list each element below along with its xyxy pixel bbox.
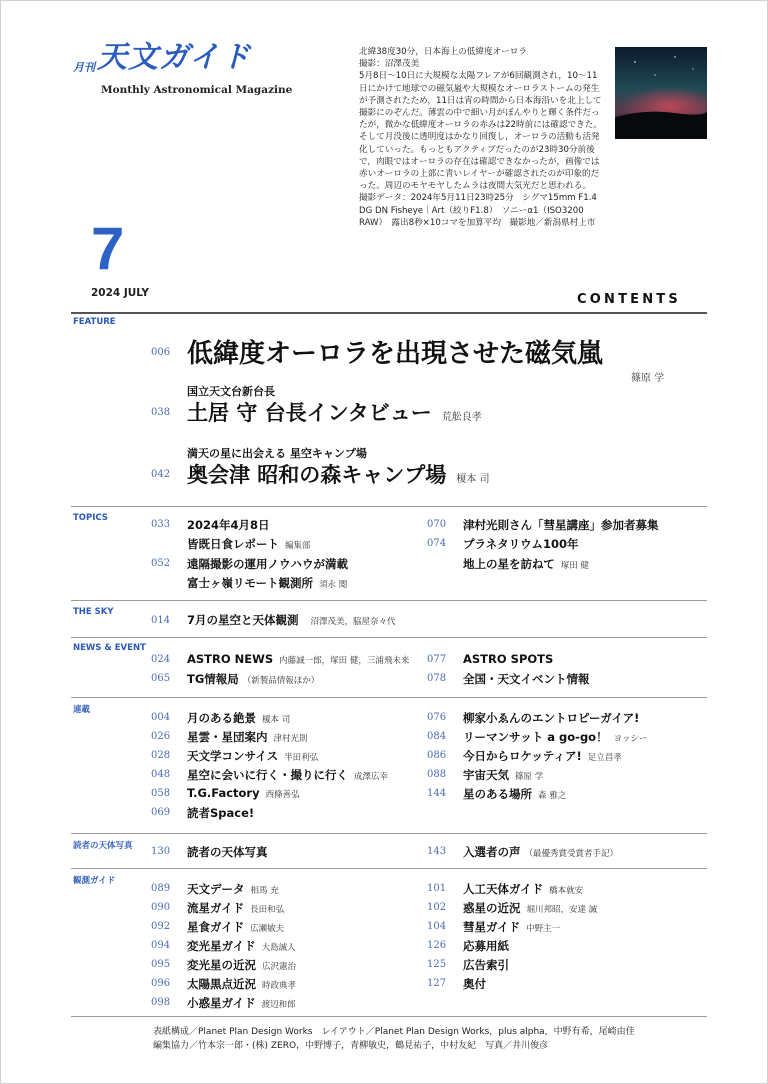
page-number: 143 [427,846,447,857]
section-news-label: NEWS & EVENT [73,643,146,653]
topic-author: 須永 閲 [319,580,348,590]
list-item [463,957,515,973]
list-item-author: 大島誠人 [261,943,296,953]
page-number: 014 [151,615,171,626]
list-item-title: 星空に会いに行く・撮りに行く [187,768,348,782]
magazine-logo [73,41,251,75]
page-number: 024 [151,654,171,665]
feature-kicker-3: 満天の星に出会える 星空キャンプ場 [187,447,367,460]
list-item-author: 成澤広幸 [354,772,389,782]
list-item [463,881,583,897]
caption-body: 5月8日〜10日に大規模な太陽フレアが6回観測され，10〜11日にかけて地球での磁気嵐や大規模なオーロラストームの発生が予測されたため，11日は宵の時間から日本海沿いを北上して撮影にのぞんだ。薄雲の中で細い月がぼんやりと輝く条件だったが，微かな低緯度オーロラの赤みは22時前には確認できた。そして月没後に透明度はかなり回復し，オーロラの活動も活発化していった。もっともアクティブだったのが23時30分前後で，肉眼ではオーロラの存在は確認できなかったが，画像では赤いオーロラの上部に青いレイヤーが確認されたのが印象的だった。周辺のモヤモヤしたムラは夜間大気光だと思われる。 [359,71,602,192]
list-item-title: 人工天体ガイド [463,882,544,896]
page-number: 038 [151,407,171,418]
list-item [187,786,300,800]
list-item [463,767,543,783]
list-item-title: 柳家小ゑんのエントロピーガイア! [463,711,640,725]
reader-item [463,844,618,860]
list-item-title: 流星ガイド [187,901,245,915]
list-item-author: 堀川邦昭，安達 誠 [526,905,598,915]
list-item [463,938,515,954]
list-item [187,729,308,745]
topic-title: 皆既日食レポート [187,537,279,551]
section-guide-label: 観測ガイド [73,876,116,886]
list-item-author: 広瀬敏夫 [250,924,285,934]
list-item-title: 応募用紙 [463,939,509,953]
cover-caption [359,46,605,229]
list-item-author: 渡辺和郎 [261,1000,296,1010]
page-number: 026 [151,731,171,742]
list-item-title: 星のある場所 [463,787,532,801]
feature-title-2-text: 土居 守 台長インタビュー [187,401,432,425]
page-number: 076 [427,712,447,723]
list-item-title: 天文データ [187,882,245,896]
list-item-author: 長田和弘 [250,905,285,915]
list-item-author: 橋本就安 [549,886,584,896]
issue-month: 7 [91,215,125,282]
section-reader-label: 読者の天体写真 [73,841,133,851]
page-number: 004 [151,712,171,723]
page-number: 126 [427,940,447,951]
list-item [187,957,296,973]
divider [71,697,707,698]
contents-heading: CONTENTS [577,292,681,307]
sky-title: 7月の星空と天体観測 [187,613,299,627]
page-number: 052 [151,558,171,569]
news-sub: （新製品情報ほか） [242,676,320,686]
reader-item: 読者の天体写真 [187,845,268,859]
list-item [187,919,284,935]
list-item-title: 宇宙天気 [463,768,509,782]
list-item [187,995,296,1011]
news-title: ASTRO NEWS [187,652,274,666]
page-number: 028 [151,750,171,761]
list-item [463,710,645,726]
feature-author-2: 荒舩良孝 [441,412,482,423]
topic-item: プラネタリウム100年 [463,537,579,551]
divider [71,637,707,638]
page-number: 098 [151,997,171,1008]
feature-author-3: 榎本 司 [456,474,490,485]
page-number: 074 [427,538,447,549]
page-number: 078 [427,673,447,684]
feature-title-1: 低緯度オーロラを出現させた磁気嵐 [187,339,604,369]
list-item [187,767,388,783]
feature-author-1: 篠原 学 [631,373,665,384]
page-number: 058 [151,788,171,799]
caption-data: 撮影データ：2024年5月11日23時25分 シグマ15mm F1.4 DG DN Fisheye｜Art（絞りF1.8） ソニーα1（ISO3200 RAW） 露出8秒×10コマを加算平均 撮影地／新潟県村上市 [359,193,597,228]
page-number: 077 [427,654,447,665]
page-number: 090 [151,902,171,913]
feature-kicker-2: 国立天文台新台長 [187,385,275,398]
list-item [187,805,260,821]
news-author: 内藤誠一郎，塚田 健，三浦飛未来 [279,656,410,666]
topic-title: 富士ヶ嶺リモート観測所 [187,576,314,590]
topic-item: 2024年4月8日 [187,518,270,532]
page-number: 042 [151,469,171,480]
page-number: 084 [427,731,447,742]
news-item: ASTRO SPOTS [463,652,554,666]
topic-title: 地上の星を訪ねて [463,557,555,571]
list-item [187,881,279,897]
divider [71,312,707,314]
aurora-photo [615,47,707,139]
issue-year: 2024 JULY [91,287,149,299]
news-item: 全国・天文イベント情報 [463,672,590,686]
page-number: 069 [151,807,171,818]
page-number: 125 [427,959,447,970]
topic-item [187,575,347,591]
list-item-title: 天文学コンサイス [187,749,279,763]
feature-title-2 [187,397,482,427]
page-number: 096 [151,978,171,989]
page-number: 095 [151,959,171,970]
logo-main-text: 天文ガイド [97,40,252,75]
tagline: Monthly Astronomical Magazine [101,84,293,96]
topic-author: 塚田 健 [560,561,589,571]
topic-item [463,556,589,572]
list-item-title: 変光星ガイド [187,939,256,953]
topic-item [187,536,311,552]
page-number: 130 [151,846,171,857]
list-item-author: 半田利弘 [284,753,319,763]
divider [71,1016,707,1017]
section-sky-label: THE SKY [73,607,114,617]
list-item-author: 榎本 司 [262,715,291,725]
list-item [463,729,647,745]
caption-photographer: 撮影：沼澤茂美 [359,59,420,70]
sky-author: 沼澤茂美，脇屋奈々代 [310,617,396,627]
list-item [187,710,290,726]
list-item-author: 津村光則 [273,734,308,744]
list-item-title: 彗星ガイド [463,920,521,934]
list-item-author: 足立昌孝 [587,753,622,763]
page-number: 104 [427,921,447,932]
credits-line-1: 表紙構成／Planet Plan Design Works レイアウト／Planet Plan Design Works，plus alpha，中野有希，尾崎由佳 [153,1027,635,1037]
reader-title: 入選者の声 [463,845,521,859]
list-item-author: 中野主一 [526,924,561,934]
reader-sub: （最優秀賞受賞者手記） [524,849,619,859]
list-item [187,938,296,954]
list-item-title: T.G.Factory [187,786,260,800]
feature-title-3 [187,459,490,489]
list-item-title: リーマンサット a go-go！ [463,730,608,744]
page-number: 048 [151,769,171,780]
caption-title: 北緯38度30分，日本海上の低緯度オーロラ [359,47,527,57]
page-number: 127 [427,978,447,989]
logo-small-text: 月刊 [73,61,95,74]
list-item [187,976,296,992]
list-item [463,786,566,802]
divider [71,506,707,507]
list-item [463,919,560,935]
list-item-title: 広告索引 [463,958,509,972]
list-item-title: 今日からロケッティア! [463,749,582,763]
page-number: 102 [427,902,447,913]
page-number: 089 [151,883,171,894]
news-item [187,652,409,666]
section-feature-label: FEATURE [73,317,116,327]
list-item-author: 篠原 学 [515,772,544,782]
section-topics-label: TOPICS [73,513,108,523]
page-number: 101 [427,883,447,894]
page-number: 006 [151,347,171,358]
list-item-title: 星食ガイド [187,920,245,934]
list-item [463,748,622,764]
list-item-title: 奥付 [463,977,486,991]
page-number: 092 [151,921,171,932]
page-number: 144 [427,788,447,799]
credits [153,1025,635,1053]
sky-item [187,612,396,628]
list-item-title: 読者Space! [187,806,255,820]
list-item-author: 広沢憲治 [262,962,297,972]
news-title: TG情報局 [187,672,239,686]
topic-item: 津村光則さん「彗星講座」参加者募集 [463,518,659,532]
list-item-author: 相馬 充 [250,886,279,896]
list-item [463,976,492,992]
list-item-author: 森 雅之 [538,791,567,801]
list-item [187,900,284,916]
section-serial-label: 連載 [73,705,91,715]
page-number: 088 [427,769,447,780]
credits-line-2: 編集協力／竹本宗一郎・(株) ZERO，中野博子，青柳敏史，鶴見祐子，中村友紀 写真／井川俊彦 [153,1041,549,1051]
divider [71,833,707,834]
list-item-title: 太陽黒点近況 [187,977,256,991]
divider [71,868,707,869]
page-number: 070 [427,519,447,530]
list-item [187,748,318,764]
news-item [187,671,319,687]
feature-title-3-text: 奥会津 昭和の森キャンプ場 [187,463,447,487]
topic-author: 編集部 [285,541,311,551]
list-item-author: 西條善弘 [265,790,300,800]
divider [71,600,707,601]
page-number: 065 [151,673,171,684]
list-item-title: 星雲・星団案内 [187,730,268,744]
page-number: 094 [151,940,171,951]
list-item-title: 月のある絶景 [187,711,256,725]
list-item-author: ヨッシー [613,734,648,744]
page-number: 086 [427,750,447,761]
list-item-title: 小惑星ガイド [187,996,256,1010]
page-number: 033 [151,519,171,530]
list-item [463,900,597,916]
list-item-title: 変光星の近況 [187,958,256,972]
list-item-author: 時政典孝 [262,981,297,991]
topic-item: 遠隔撮影の運用ノウハウが満載 [187,557,348,571]
list-item-title: 惑星の近況 [463,901,521,915]
